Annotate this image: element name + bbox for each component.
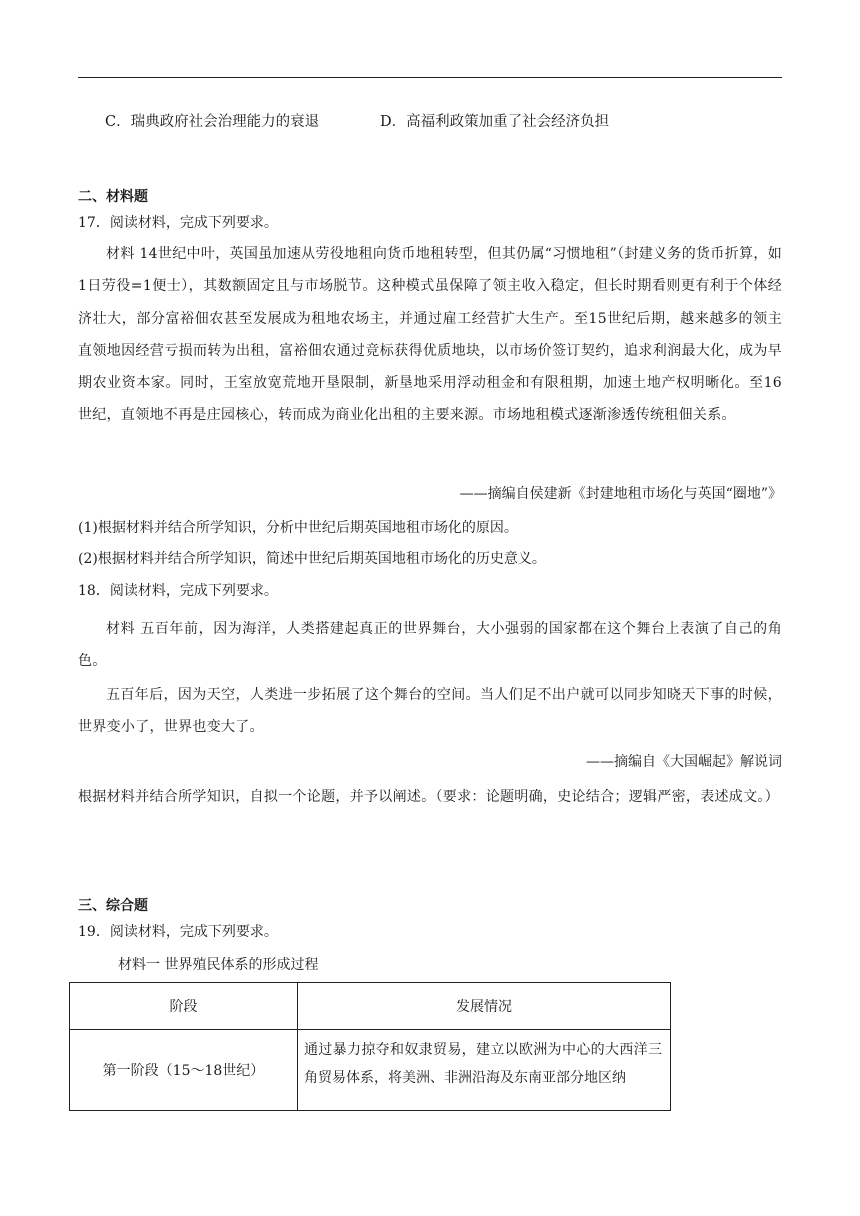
- table-header-development: 发展情况: [298, 983, 671, 1030]
- table-row: [70, 1030, 671, 1111]
- table-cell-stage: 第一阶段（15～18世纪）: [70, 1030, 298, 1111]
- q18-task: 根据材料并结合所学知识，自拟一个论题，并予以阐述。（要求：论题明确，史论结合；逻辑严密，表述成文。）: [78, 789, 779, 805]
- q17-subquestion-2: (2)根据材料并结合所学知识，简述中世纪后期英国地租市场化的历史意义。: [78, 551, 546, 567]
- q18-material-1: 材料 五百年前，因为海洋，人类搭建起真正的世界舞台，大小强弱的国家都在这个舞台上表演了自己的角色。: [78, 621, 782, 670]
- q18-source: ——摘编自《大国崛起》解说词: [586, 754, 782, 770]
- section-3-title: 三、综合题: [78, 898, 148, 914]
- option-d: D．高福利政策加重了社会经济负担: [380, 114, 610, 130]
- q18-material-2: 五百年后，因为天空，人类进一步拓展了这个舞台的空间。当人们足不出户就可以同步知晓天下事的时候，世界变小了，世界也变大了。: [78, 687, 782, 736]
- table-header-stage: 阶段: [70, 983, 298, 1030]
- table-header-row: [70, 983, 671, 1030]
- colonial-system-table: [69, 982, 671, 1111]
- q19-stem: 19．阅读材料，完成下列要求。: [78, 924, 278, 940]
- option-c: C．瑞典政府社会治理能力的衰退: [105, 114, 320, 130]
- q17-source: ——摘编自侯建新《封建地租市场化与英国“圈地”》: [459, 486, 782, 502]
- header-rule: [78, 77, 782, 78]
- q19-material-title: 材料一 世界殖民体系的形成过程: [118, 957, 319, 973]
- q18-stem: 18．阅读材料，完成下列要求。: [78, 583, 278, 599]
- q17-material: 材料 14世纪中叶，英国虽加速从劳役地租向货币地租转型，但其仍属“习惯地租”（封建义务的货币折算，如1日劳役=1便士），其数额固定且与市场脱节。这种模式虽保障了领主收入稳定，但长时期看则更有利于个体经济壮大，部分富裕佃农甚至发展成为租地农场主，并通过雇工经营扩大生产。至15世纪后期，越来越多的领主直领地因经营亏损而转为出租，富裕佃农通过竞标获得优质地块，以市场价签订契约，追求利润最大化，成为早期农业资本家。同时，王室放宽荒地开垦限制，新垦地采用浮动租金和有限租期，加速土地产权明晰化。至16世纪，直领地不再是庄园核心，转而成为商业化出租的主要来源。市场地租模式逐渐渗透传统租佃关系。: [78, 246, 782, 424]
- table-cell-development: 通过暴力掠夺和奴隶贸易，建立以欧洲为中心的大西洋三角贸易体系，将美洲、非洲沿海及东南亚部分地区纳: [298, 1030, 671, 1111]
- section-2-title: 二、材料题: [78, 189, 148, 205]
- q17-subquestion-1: (1)根据材料并结合所学知识，分析中世纪后期英国地租市场化的原因。: [78, 520, 518, 536]
- q17-stem: 17．阅读材料，完成下列要求。: [78, 215, 278, 231]
